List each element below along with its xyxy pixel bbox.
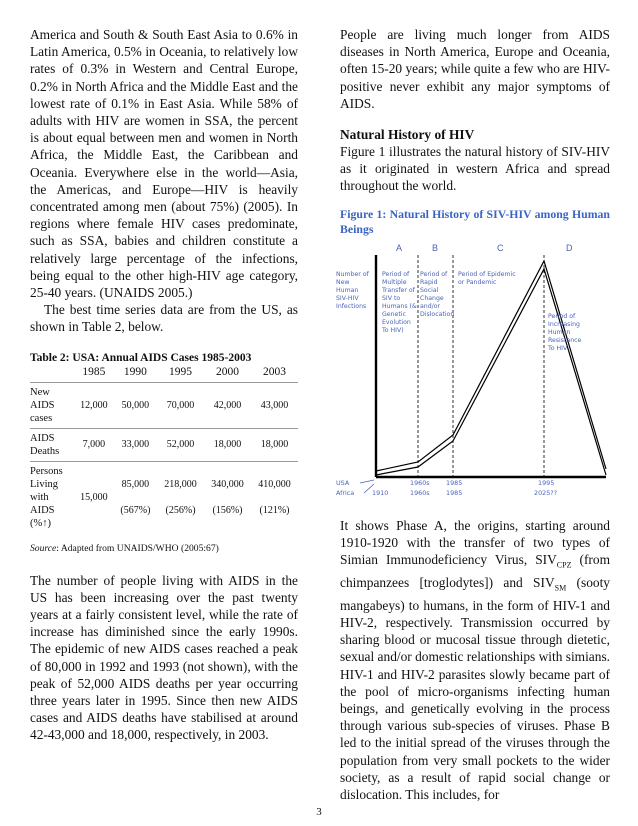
table-header-row xyxy=(30,366,298,383)
phase-d-label: D xyxy=(566,242,573,253)
phase-d-description: Period of Increasing Human Resistance To HIV xyxy=(548,312,582,352)
table-cell: 7,000 xyxy=(74,428,114,461)
left-column xyxy=(30,26,298,744)
row-label-living: Persons Living with AIDS (%↑) xyxy=(30,461,74,533)
table-row xyxy=(30,461,298,533)
table-cell: 50,000 xyxy=(114,382,157,428)
aids-cases-table xyxy=(30,366,298,533)
phase-b-label: B xyxy=(432,242,439,253)
phase-a-label: A xyxy=(396,242,403,253)
y-axis-label: Number of New Human SIV-HIV Infections xyxy=(336,270,369,310)
right-paragraph-1: People are living much longer from AIDS diseases in North America, Europe and Oceania, often 15-20 years; while quite a few who are HIV-positive never exhibit any major symptoms of AIDS. xyxy=(340,27,610,111)
row-label-new-cases: New AIDS cases xyxy=(30,382,74,428)
page-number: 3 xyxy=(316,806,322,818)
tick-1960s-africa: 1960s xyxy=(410,488,430,497)
section-heading: Natural History of HIV xyxy=(340,127,475,143)
right-paragraph-3: It shows Phase A, the origins, starting around 1910-1920 with the transfer of two types of Simian Immunodeficiency Virus, $SIV_{CPZ}$ (from chimpanzees [troglodytes]) and $SIV_{SM}$ (sooty mangabeys) to humans, in the form of HIV-1 and HIV-2, respectively. Transmission occurred by sharing blood or mucosal tissue through dietetic, sexual and/or domestic relationships with simians. HIV-1 and HIV-2 parasites slowly became part of the pool of micro-organisms infecting human beings, and genetically evolving in the process through various sub-species of viruses. Phase B led to the initial spread of the viruses through the population from very small pockets to the wider society, as a result of rapid social change or dislocation. This includes, for xyxy=(340,517,611,803)
table-cell: 18,000 xyxy=(204,428,251,461)
year-1985: 1985 xyxy=(82,365,106,378)
table-cell: 42,000 xyxy=(204,382,251,428)
table-cell: 410,000 (121%) xyxy=(251,461,298,533)
table-cell: 18,000 xyxy=(251,428,298,461)
natural-history-figure xyxy=(336,241,610,499)
phase-a-description: Period of Multiple Transfer of SIV to Humans (& Genetic Evolution To HIV) xyxy=(382,270,417,334)
year-2000: 2000 xyxy=(216,365,239,378)
year-1990: 1990 xyxy=(123,365,147,378)
tick-1985-africa: 1985 xyxy=(446,488,463,497)
tick-1960s-usa: 1960s xyxy=(410,478,430,487)
phase-c-label: C xyxy=(497,242,504,253)
right-column xyxy=(336,26,611,803)
year-2003: 2003 xyxy=(262,365,286,378)
usa-axis-label: USA xyxy=(336,478,350,487)
table-cell: 85,000 (567%) xyxy=(114,461,157,533)
phase-b-description: Period of Rapid Social Change and/or Dislocation xyxy=(420,270,455,318)
table-cell: 15,000 xyxy=(74,461,114,533)
usa-arrow xyxy=(360,480,374,483)
left-paragraph-1: America and South & South East Asia to 0.6% in Latin America, 0.5% in Oceania, to relatively low rates of 0.3% in Western and Central Europe, 0.2% in North Africa and the Middle East and the lowest rate of 0.1% in East Asia. While 58% of adults with HIV are women in SSA, the percent is about equal between men and women in North Africa, the Middle East, the Caribbean and Oceania. Everywhere else in the world—Asia, the Americas, and Europe—HIV is heavily concentrated among men (about 75%) (2005). In regions where female HIV cases predominate, such as SSA, babies and children constitute a relatively large percentage of the infections, being equal to the other high-HIV age category, 25-40 years. (UNAIDS 2005.) xyxy=(30,27,298,301)
table-cell: 218,000 (256%) xyxy=(157,461,204,533)
phase-c-description: Period of Epidemic or Pandemic xyxy=(458,270,516,286)
table-cell: 52,000 xyxy=(157,428,204,461)
table-title: Table 2: USA: Annual AIDS Cases 1985-2003 xyxy=(30,351,252,364)
table-source: Source: Adapted from UNAIDS/WHO (2005:67) xyxy=(30,542,219,554)
table-cell: 43,000 xyxy=(251,382,298,428)
year-1995: 1995 xyxy=(169,365,193,378)
table-cell: 33,000 xyxy=(114,428,157,461)
left-paragraph-3: The number of people living with AIDS in the US has been increasing over the past twenty years at a fairly consistent level, while the rate of increase has diminished since the early 1990s. The epidemic of new AIDS cases reached a peak of 80,000 in 1992 and 1993 (not shown), with the peak of 52,000 AIDS deaths per year occurring three years later in 1995. Since then new AIDS cases and AIDS deaths have stabilised at around 42-43,000 and 18,000, respectively, in 2003. xyxy=(30,572,298,743)
table-row xyxy=(30,428,298,461)
left-paragraph-2: The best time series data are from the US, as shown in Table 2, below. xyxy=(30,302,298,335)
table-cell: 340,000 (156%) xyxy=(204,461,251,533)
tick-1985-usa: 1985 xyxy=(446,478,463,487)
figure-title: Figure 1: Natural History of SIV-HIV among Human Beings xyxy=(340,206,610,236)
tick-1910: 1910 xyxy=(372,488,389,497)
africa-axis-label: Africa xyxy=(336,488,355,497)
row-label-deaths: AIDS Deaths xyxy=(30,428,74,461)
table-row xyxy=(30,382,298,428)
table-cell: 70,000 xyxy=(157,382,204,428)
tick-1995: 1995 xyxy=(538,478,555,487)
table-cell: 12,000 xyxy=(74,382,114,428)
right-paragraph-2: Figure 1 illustrates the natural history of SIV-HIV as it originated in western Africa and spread throughout the world. xyxy=(340,144,610,194)
tick-2025: 2025?? xyxy=(534,488,558,497)
